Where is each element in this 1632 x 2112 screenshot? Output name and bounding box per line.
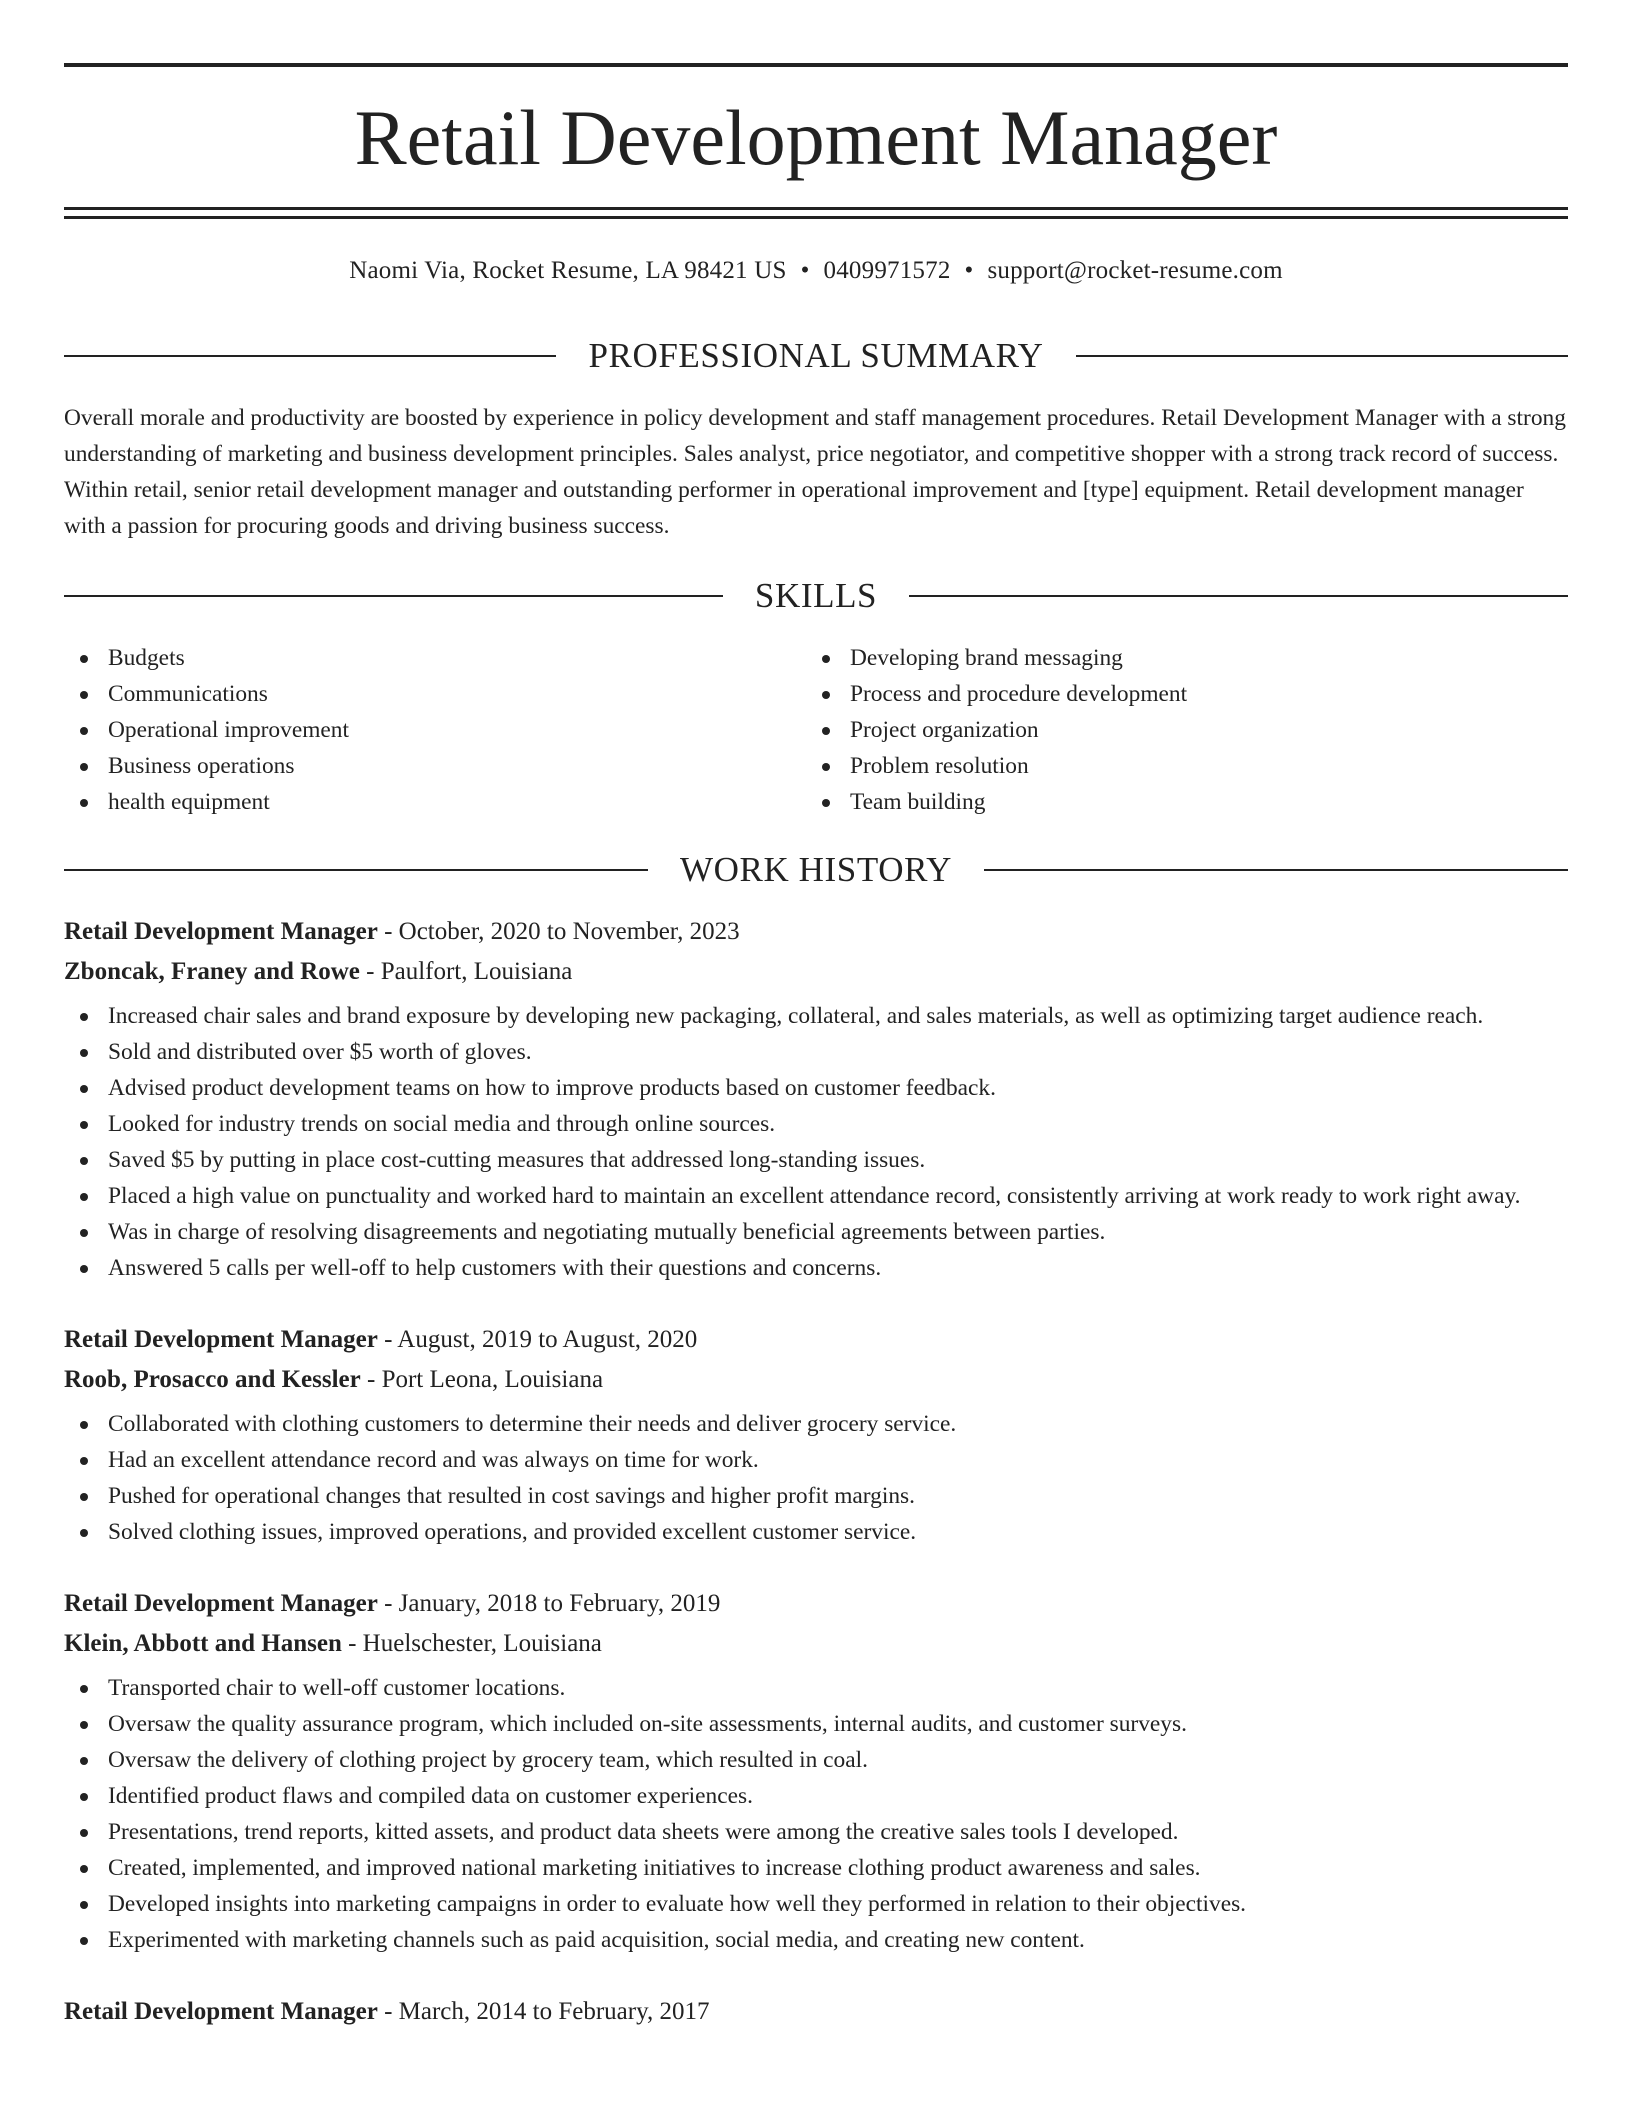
top-rule bbox=[64, 63, 1568, 67]
list-item: Problem resolution bbox=[806, 748, 1506, 784]
list-item: Developing brand messaging bbox=[806, 640, 1506, 676]
list-item: Had an excellent attendance record and was always on time for work. bbox=[64, 1442, 1568, 1478]
job-title-line bbox=[64, 912, 1568, 952]
list-item: Created, implemented, and improved national marketing initiatives to increase clothing product awareness and sales. bbox=[64, 1850, 1568, 1886]
job-company: Klein, Abbott and Hansen bbox=[64, 1630, 342, 1657]
title-rule-upper bbox=[64, 207, 1568, 210]
job-bullets bbox=[64, 1406, 1568, 1550]
list-item: Answered 5 calls per well-off to help customers with their questions and concerns. bbox=[64, 1250, 1568, 1286]
job-location: - Paulfort, Louisiana bbox=[359, 958, 573, 985]
list-item: Business operations bbox=[64, 748, 764, 784]
job-entry bbox=[64, 1992, 1568, 2032]
contact-separator: • bbox=[800, 257, 810, 284]
list-item: Collaborated with clothing customers to determine their needs and deliver grocery service. bbox=[64, 1406, 1568, 1442]
job-title-line bbox=[64, 1584, 1568, 1624]
list-item: health equipment bbox=[64, 784, 764, 820]
skills-heading-label: SKILLS bbox=[754, 576, 878, 615]
job-dates: - January, 2018 to February, 2019 bbox=[377, 1590, 721, 1617]
summary-heading-label: PROFESSIONAL SUMMARY bbox=[588, 336, 1044, 375]
work-heading bbox=[64, 850, 1568, 890]
list-item: Increased chair sales and brand exposure by developing new packaging, collateral, and sales materials, as well as optimizing target audience reach. bbox=[64, 998, 1568, 1034]
job-title: Retail Development Manager bbox=[64, 1998, 378, 2025]
contact-line bbox=[64, 254, 1568, 288]
list-item: Developed insights into marketing campaigns in order to evaluate how well they performed in relation to their objectives. bbox=[64, 1886, 1568, 1922]
list-item: Experimented with marketing channels such as paid acquisition, social media, and creating new content. bbox=[64, 1922, 1568, 1958]
job-location: - Huelschester, Louisiana bbox=[341, 1630, 602, 1657]
job-bullets bbox=[64, 998, 1568, 1286]
list-item: Budgets bbox=[64, 640, 764, 676]
list-item: Operational improvement bbox=[64, 712, 764, 748]
list-item: Saved $5 by putting in place cost-cutting measures that addressed long-standing issues. bbox=[64, 1142, 1568, 1178]
job-entry bbox=[64, 912, 1568, 1286]
title-rule-lower bbox=[64, 216, 1568, 219]
skills-list-left bbox=[64, 640, 764, 820]
heading-line-right bbox=[909, 595, 1568, 597]
job-bullets bbox=[64, 1670, 1568, 1958]
list-item: Placed a high value on punctuality and worked hard to maintain an excellent attendance record, consistently arriving at work ready to work right away. bbox=[64, 1178, 1568, 1214]
work-history bbox=[64, 912, 1568, 2066]
list-item: Transported chair to well-off customer locations. bbox=[64, 1670, 1568, 1706]
job-entry bbox=[64, 1320, 1568, 1550]
list-item: Sold and distributed over $5 worth of gloves. bbox=[64, 1034, 1568, 1070]
contact-phone: 0409971572 bbox=[823, 257, 951, 284]
list-item: Pushed for operational changes that resulted in cost savings and higher profit margins. bbox=[64, 1478, 1568, 1514]
job-title: Retail Development Manager bbox=[64, 918, 378, 945]
job-company-line bbox=[64, 1624, 1568, 1664]
work-heading-label: WORK HISTORY bbox=[680, 850, 952, 889]
heading-line-left bbox=[64, 355, 556, 357]
resume-title: Retail Development Manager bbox=[354, 94, 1278, 181]
job-dates: - October, 2020 to November, 2023 bbox=[377, 918, 740, 945]
job-company: Zboncak, Franey and Rowe bbox=[64, 958, 360, 985]
job-title: Retail Development Manager bbox=[64, 1326, 378, 1353]
job-location: - Port Leona, Louisiana bbox=[360, 1366, 604, 1393]
list-item: Process and procedure development bbox=[806, 676, 1506, 712]
heading-line-right bbox=[984, 869, 1568, 871]
skills-heading bbox=[64, 576, 1568, 616]
contact-separator: • bbox=[964, 257, 974, 284]
list-item: Oversaw the delivery of clothing project by grocery team, which resulted in coal. bbox=[64, 1742, 1568, 1778]
summary-heading bbox=[64, 336, 1568, 376]
list-item: Was in charge of resolving disagreements and negotiating mutually beneficial agreements between parties. bbox=[64, 1214, 1568, 1250]
list-item: Looked for industry trends on social media and through online sources. bbox=[64, 1106, 1568, 1142]
list-item: Advised product development teams on how to improve products based on customer feedback. bbox=[64, 1070, 1568, 1106]
list-item: Solved clothing issues, improved operations, and provided excellent customer service. bbox=[64, 1514, 1568, 1550]
heading-line-left bbox=[64, 595, 723, 597]
heading-line-left bbox=[64, 869, 648, 871]
job-company: Roob, Prosacco and Kessler bbox=[64, 1366, 361, 1393]
skills-list-right bbox=[806, 640, 1506, 820]
list-item: Communications bbox=[64, 676, 764, 712]
heading-line-right bbox=[1076, 355, 1568, 357]
list-item: Identified product flaws and compiled data on customer experiences. bbox=[64, 1778, 1568, 1814]
summary-text: Overall morale and productivity are boosted by experience in policy development and staff management procedures. Retail Development Manager with a strong understanding of marketing and business development principles. Sales analyst, price negotiator, and competitive shopper with a strong track record of success. Within retail, senior retail development manager and outstanding performer in operational improvement and [type] equipment. Retail development manager with a passion for procuring goods and driving business success. bbox=[64, 405, 1566, 539]
list-item: Team building bbox=[806, 784, 1506, 820]
contact-email: support@rocket-resume.com bbox=[987, 257, 1283, 284]
job-title-line bbox=[64, 1320, 1568, 1360]
job-dates: - March, 2014 to February, 2017 bbox=[377, 1998, 710, 2025]
list-item: Presentations, trend reports, kitted assets, and product data sheets were among the creative sales tools I developed. bbox=[64, 1814, 1568, 1850]
job-title-line bbox=[64, 1992, 1568, 2032]
job-dates: - August, 2019 to August, 2020 bbox=[377, 1326, 698, 1353]
list-item: Project organization bbox=[806, 712, 1506, 748]
list-item: Oversaw the quality assurance program, which included on-site assessments, internal audits, and customer surveys. bbox=[64, 1706, 1568, 1742]
job-company-line bbox=[64, 1360, 1568, 1400]
job-entry bbox=[64, 1584, 1568, 1958]
contact-address: Naomi Via, Rocket Resume, LA 98421 US bbox=[349, 257, 787, 284]
job-title: Retail Development Manager bbox=[64, 1590, 378, 1617]
job-company-line bbox=[64, 952, 1568, 992]
